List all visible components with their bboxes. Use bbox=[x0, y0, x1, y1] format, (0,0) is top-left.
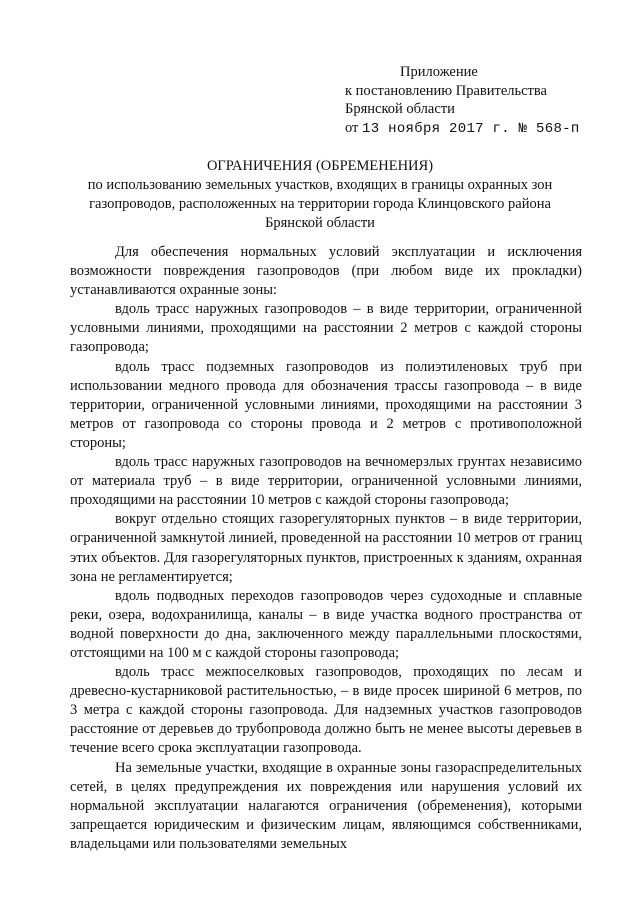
paragraph: вдоль трасс наружных газопроводов – в виде территории, ограниченной условными линиями, проходящими на расстоянии 2 метров с каждой стороны газопровода; bbox=[70, 301, 582, 356]
appendix-date bbox=[345, 119, 615, 139]
appendix-label: Приложение bbox=[400, 64, 478, 80]
document-title: ОГРАНИЧЕНИЯ (ОБРЕМЕНЕНИЯ) bbox=[206, 158, 434, 174]
appendix-block bbox=[345, 63, 615, 138]
appendix-region: Брянской области bbox=[345, 101, 455, 117]
paragraph: вокруг отдельно стоящих газорегуляторных пунктов – в виде территории, ограниченной замкнутой линией, проведенной на расстоянии 10 метров от границ этих объектов. Для газорегуляторных пунктов, пристроенных к зданиям, охранная зона не регламентируется; bbox=[70, 511, 582, 585]
document-body bbox=[70, 243, 582, 854]
appendix-decree: к постановлению Правительства bbox=[345, 82, 547, 99]
paragraph: вдоль подводных переходов газопроводов через судоходные и сплавные реки, озера, водохранилища, каналы – в виде участка водного пространства от водной поверхности до дна, заключенного между параллельными плоскостями, отстоящими на 100 м с каждой стороны газопровода; bbox=[70, 587, 582, 661]
paragraph: Для обеспечения нормальных условий эксплуатации и исключения возможности повреждения газопроводов (при любом виде их прокладки) устанавливаются охранные зоны: bbox=[70, 244, 582, 299]
paragraph: вдоль трасс наружных газопроводов на вечномерзлых грунтах независимо от материала труб – в виде территории, ограниченной условными линиями, проходящими на расстоянии 10 метров с каждой стороны газопровода; bbox=[70, 454, 582, 509]
paragraph: На земельные участки, входящие в охранные зоны газораспределительных сетей, в целях предупреждения их повреждения или нарушения условий их нормальной эксплуатации налагаются ограничения (обременения), которыми запрещается юридическим и физическим лицам, являющимся собственниками, владельцами или пользователями земельных bbox=[70, 759, 582, 852]
paragraph: вдоль трасс межпоселковых газопроводов, проходящих по лесам и древесно-кустарниковой растительностью, – в виде просек шириной 6 метров, по 3 метра с каждой стороны газопровода. Для надземных участков газопроводов расстояние от деревьев до трубопровода должно быть не менее высоты деревьев в течение всего срока эксплуатации газопровода. bbox=[70, 664, 582, 757]
paragraph: вдоль трасс подземных газопроводов из полиэтиленовых труб при использовании медного провода для обозначения трассы газопровода – в виде территории, ограниченной условными линиями, проходящими на расстоянии 3 метров от газопровода со стороны провода и 2 метров с противоположной стороны; bbox=[70, 358, 582, 451]
document-title-block bbox=[70, 157, 570, 233]
appendix-date-value: 13 ноября 2017 г. № 568-п bbox=[362, 120, 580, 137]
document-subtitle: по использованию земельных участков, входящих в границы охранных зон газопроводов, расположенных на территории города Клинцовского района Брянской области bbox=[87, 177, 553, 231]
appendix-date-prefix: от bbox=[345, 119, 359, 136]
